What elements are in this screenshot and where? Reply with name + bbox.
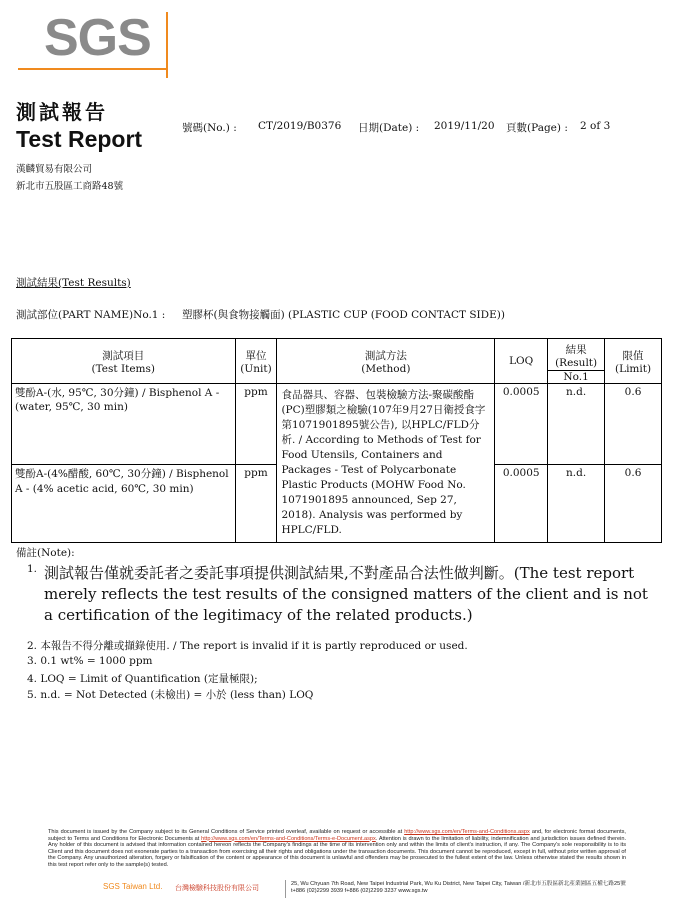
header-result-en: (Result) <box>555 357 598 369</box>
footer-address: 25, Wu Chyuan 7th Road, New Taipei Industrial Park, Wu Ku District, New Taipei City, Taiwan /新北市五股區新北產業園區五權七路25號 <box>291 881 626 887</box>
header-unit-cn: 單位 <box>245 349 267 362</box>
sgs-taiwan-name: SGS Taiwan Ltd. <box>103 882 163 891</box>
logo-vertical-line <box>166 12 168 78</box>
row2-loq: 0.0005 <box>495 464 548 542</box>
row2-unit: ppm <box>235 464 277 542</box>
terms-link[interactable]: http://www.sgs.com/en/Terms-and-Conditions.aspx <box>404 829 530 835</box>
footer-disclaimer <box>48 829 626 869</box>
footer-divider <box>285 880 286 898</box>
header-item-en: (Test Items) <box>91 362 155 375</box>
table-header-row <box>12 339 662 371</box>
row1-limit: 0.6 <box>605 384 662 465</box>
header-method-en: (Method) <box>361 362 411 375</box>
header-limit <box>605 339 662 384</box>
notes-heading: 備註(Note): <box>16 547 75 559</box>
part-name: 塑膠杯(與食物接觸面) (PLASTIC CUP (FOOD CONTACT SIDE)) <box>182 309 505 321</box>
company-name: 漢麟貿易有限公司 <box>16 164 93 175</box>
footer-text-1: This document is issued by the Company subject to its General Conditions of Service printed overleaf, available on request or accessible at <box>48 829 403 835</box>
title-english: Test Report <box>16 126 143 152</box>
header-result-cn: 結果 <box>565 344 587 356</box>
page-value: 2 of 3 <box>580 120 611 132</box>
date-label: 日期(Date) : <box>358 122 420 134</box>
sgs-taiwan-name-cn: 台灣檢驗科技股份有限公司 <box>175 885 259 892</box>
logo-horizontal-line <box>18 68 168 70</box>
page-label: 頁數(Page) : <box>506 122 568 134</box>
header-result-no: No.1 <box>548 371 605 384</box>
row1-unit: ppm <box>235 384 277 465</box>
header-unit-en: (Unit) <box>240 362 272 375</box>
note-5: 5. n.d. = Not Detected (未檢出) = 小於 (less than) LOQ <box>27 689 314 701</box>
row1-result: n.d. <box>548 384 605 465</box>
report-no-label: 號碼(No.) : <box>182 122 237 134</box>
note-1-number: 1. <box>27 563 38 575</box>
row2-result: n.d. <box>548 464 605 542</box>
note-2: 2. 本報告不得分離或擷錄使用. / The report is invalid if it is partly reproduced or used. <box>27 640 468 652</box>
title-chinese: 測試報告 <box>16 100 108 124</box>
footer-text-2: and, for electronic format documents, subject to Terms and Conditions for Electronic Documents at <box>48 829 626 842</box>
note-4: 4. LOQ = Limit of Quantification (定量極限); <box>27 673 258 685</box>
note-3: 3. 0.1 wt% = 1000 ppm <box>27 655 153 667</box>
header-unit <box>235 339 277 384</box>
row1-item: 雙酚A-(水, 95℃, 30分鐘) / Bisphenol A -(water, 95℃, 30 min) <box>12 384 236 465</box>
footer-phone: t+886 (02)2299 3939 f+886 (02)2299 3237 www.sgs.tw <box>291 888 428 894</box>
header-method <box>277 339 495 384</box>
header-test-items <box>12 339 236 384</box>
part-label: 測試部位(PART NAME)No.1 : <box>16 309 166 321</box>
footer-text-3: . Attention is drawn to the limitation of liability, indemnification and jurisdiction issues defined therein. Any holder of this document is advised that information contained hereon reflects the Company's findings at the time of its intervention only and within the limits of client's instruction, if any. The Company's sole responsibility is to its Client and this document does not exonerate parties to a transaction from exercising all their rights and obligations under the transaction documents. This document cannot be reproduced, except in full, without prior written approval of the Company. Any unauthorized alteration, forgery or falsification of the content or appearance of this document is unlawful and offenders may be prosecuted to the fullest extent of the law. Unless otherwise stated the results shown in this test report refer only to the sample(s) tested. <box>48 835 626 868</box>
header-limit-cn: 限值 <box>622 349 644 362</box>
header-method-cn: 測試方法 <box>364 349 407 362</box>
note-1: 測試報告僅就委託者之委託事項提供測試結果,不對產品合法性做判斷。(The test report merely reflects the test results of the consigned matters of the client and is not a certification of the legitimacy of the related products.) <box>44 564 648 624</box>
method-cell: 食品器具、容器、包裝檢驗方法-聚碳酸酯(PC)塑膠類之檢驗(107年9月27日衛授食字第1071901895號公告), 以HPLC/FLD分析. / According to Methods of Test for Food Utensils, Containers and Packages - Test of Polycarbonate Plastic Products (MOHW Food No. 1071901895 announced, Sep 27, 2018). Analysis was performed by HPLC/FLD. <box>277 384 495 543</box>
company-address: 新北市五股區工商路48號 <box>16 181 124 192</box>
logo-text: SGS <box>44 9 151 67</box>
table-row <box>12 384 662 465</box>
header-loq: LOQ <box>495 339 548 384</box>
results-table <box>11 338 662 543</box>
results-heading: 測試結果(Test Results) <box>16 277 131 289</box>
date-value: 2019/11/20 <box>434 120 495 132</box>
header-item-cn: 測試項目 <box>102 349 145 362</box>
e-document-terms-link[interactable]: http://www.sgs.com/en/Terms-and-Conditions/Terms-e-Document.aspx <box>201 835 376 842</box>
row1-loq: 0.0005 <box>495 384 548 465</box>
report-no: CT/2019/B0376 <box>258 120 342 132</box>
header-result <box>548 339 605 371</box>
row2-limit: 0.6 <box>605 464 662 542</box>
header-limit-en: (Limit) <box>615 362 652 375</box>
row2-item: 雙酚A-(4%醋酸, 60℃, 30分鐘) / Bisphenol A - (4% acetic acid, 60℃, 30 min) <box>12 464 236 542</box>
sgs-logo <box>18 8 168 74</box>
